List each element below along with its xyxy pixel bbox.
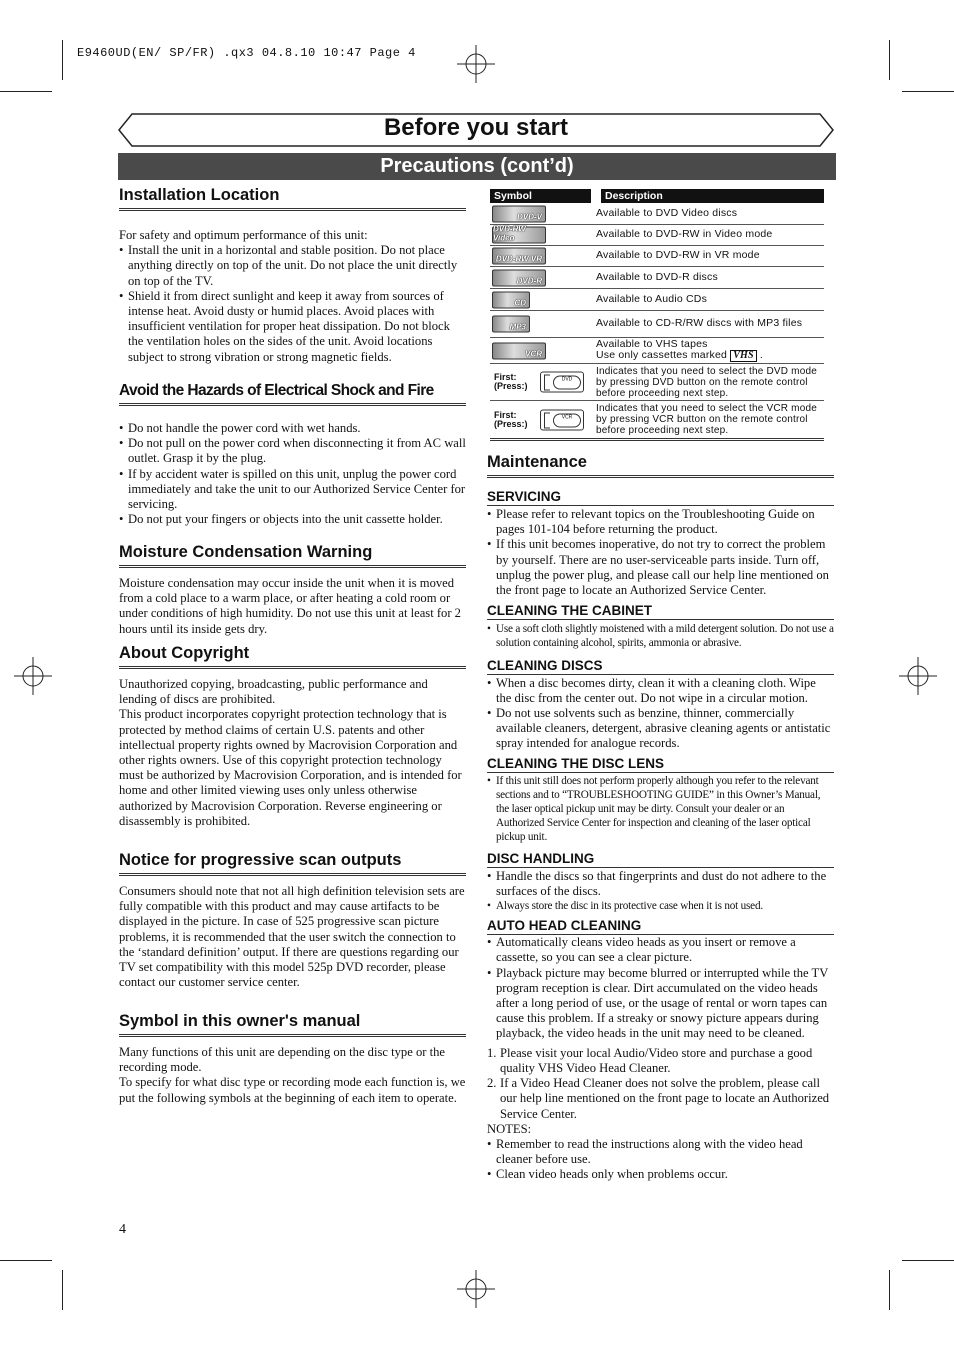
vcr-desc-line2: Use only cassettes marked VHS . bbox=[596, 349, 764, 362]
section-subtitle: Precautions (cont’d) bbox=[118, 153, 836, 180]
title-banner bbox=[118, 113, 834, 147]
print-slug: E9460UD(EN/ SP/FR) .qx3 04.8.10 10:47 Page 4 bbox=[77, 46, 416, 60]
crop-mark bbox=[902, 1260, 954, 1261]
progressive-text: Consumers should note that not all high definition television sets are fully compatible with this product and may cause artifacts to be displayed in the picture. In case of 525 progressive scan picture problems, it is recommended that the user switch the connection to the ‘standard definition’ output. If there are questions regarding our TV set compatibility with this model 525p DVD recorder, please contact our customer service center. bbox=[119, 884, 465, 990]
table-row bbox=[490, 401, 824, 441]
table-row bbox=[490, 225, 824, 246]
copyright-section bbox=[119, 644, 466, 829]
registration-mark-icon bbox=[899, 657, 937, 695]
list-item: • Please refer to relevant topics on the Troubleshooting Guide on pages 101-104 before returning the product. bbox=[487, 507, 834, 537]
dvd-r-icon: DVD-R bbox=[492, 269, 546, 286]
row-description: Available to Audio CDs bbox=[596, 292, 708, 305]
symbol-heading: Symbol in this owner's manual bbox=[119, 1012, 466, 1037]
list-item: • Use a soft cloth slightly moistened with a mild detergent solution. Do not use a solution containing alcohol, spirits, ammonia or abrasive. bbox=[487, 622, 834, 650]
servicing-heading: SERVICING bbox=[487, 489, 834, 506]
dvd-video-icon: DVD-V bbox=[492, 205, 546, 222]
row-description: Indicates that you need to select the DVD mode by pressing DVD button on the remote control before proceeding next step. bbox=[596, 365, 817, 399]
first-press-label: First: (Press:) bbox=[494, 409, 528, 429]
mp3-icon: MP3 bbox=[492, 316, 530, 333]
crop-mark bbox=[889, 1270, 890, 1310]
list-item: • Do not put your fingers or objects into the unit cassette holder. bbox=[119, 512, 466, 527]
crop-mark bbox=[889, 40, 890, 80]
table-row bbox=[490, 338, 824, 364]
list-item: • Install the unit in a horizontal and stable position. Do not place anything directly on top of the unit. Do not place the unit directly on top of the TV. bbox=[119, 243, 466, 289]
vcr-desc-line1: Available to VHS tapes bbox=[596, 337, 708, 350]
symbol-section bbox=[119, 1012, 466, 1106]
row-description: Available to DVD-RW in VR mode bbox=[596, 249, 760, 262]
table-row bbox=[490, 267, 824, 289]
table-row bbox=[490, 364, 824, 401]
dvd-rw-vr-icon: DVD-RW VR bbox=[492, 248, 546, 265]
handling-heading: DISC HANDLING bbox=[487, 851, 834, 868]
table-row bbox=[490, 246, 824, 267]
list-item: • Clean video heads only when problems occur. bbox=[487, 1167, 834, 1182]
list-item: • Playback picture may become blurred or interrupted while the TV program reception is clear. Dirt accumulated on the video heads after a long period of use, or the usage of rental or worn tapes can cause this problem. If a streaky or snowy picture appears during playback, the video heads in the unit may need to be cleaned. bbox=[487, 966, 834, 1042]
vcr-button-icon: VCR bbox=[540, 409, 584, 430]
vhs-logo-icon: VHS bbox=[730, 350, 757, 362]
page-number: 4 bbox=[119, 1222, 126, 1237]
header-symbol: Symbol bbox=[490, 189, 591, 203]
registration-mark-icon bbox=[457, 45, 495, 83]
discs-heading: CLEANING DISCS bbox=[487, 658, 834, 675]
list-item: • When a disc becomes dirty, clean it with a cleaning cloth. Wipe the disc from the center out. Do not wipe in a circular motion. bbox=[487, 676, 834, 706]
crop-mark bbox=[62, 40, 63, 80]
moisture-section bbox=[119, 543, 466, 637]
maintenance-heading: Maintenance bbox=[487, 453, 834, 478]
table-header bbox=[490, 189, 824, 203]
page-title: Before you start bbox=[383, 114, 569, 141]
list-item: • If by accident water is spilled on this unit, unplug the power cord immediately and take the unit to our Authorized Service Center for servicing. bbox=[119, 467, 466, 513]
copyright-heading: About Copyright bbox=[119, 644, 466, 669]
vcr-icon: VCR bbox=[492, 342, 546, 359]
list-item: • If this unit becomes inoperative, do not try to correct the problem by yourself. There are no user-serviceable parts inside. Turn off, unplug the power plug, and please call our help line mentioned on the front page to locate an Authorized Service Center. bbox=[487, 537, 834, 598]
row-description: Available to CD-R/RW discs with MP3 files bbox=[596, 317, 803, 330]
hazards-heading: Avoid the Hazards of Electrical Shock and Fire bbox=[119, 382, 466, 406]
hazards-section bbox=[119, 382, 466, 527]
progressive-section bbox=[119, 851, 466, 990]
symbol-table bbox=[490, 189, 824, 441]
copyright-p1: Unauthorized copying, broadcasting, public performance and lending of discs are prohibited. bbox=[119, 677, 428, 707]
cd-icon: CD bbox=[492, 291, 530, 308]
row-description: Available to DVD-RW in Video mode bbox=[596, 228, 773, 241]
installation-section bbox=[119, 186, 466, 365]
crop-mark bbox=[0, 1260, 52, 1261]
first-press-label: First: (Press:) bbox=[494, 372, 528, 391]
moisture-heading: Moisture Condensation Warning bbox=[119, 543, 466, 568]
cabinet-heading: CLEANING THE CABINET bbox=[487, 603, 834, 620]
notes-label: NOTES: bbox=[487, 1121, 532, 1136]
crop-mark bbox=[62, 1270, 63, 1310]
row-description bbox=[596, 339, 824, 363]
installation-intro: For safety and optimum performance of this unit: bbox=[119, 228, 368, 242]
copyright-p2: This product incorporates copyright protection technology that is protected by method claims of certain U.S. patents and other intellectual property rights owned by Macrovision Corporation and other rights owners. Use of this copyright protection technology must be authorized by Macrovision Corporation, and is intended for home and other limited viewing uses only unless otherwise authorized by Macrovision Corporation. Reverse engineering or disassembly is prohibited. bbox=[119, 707, 462, 828]
list-item: • Do not handle the power cord with wet hands. bbox=[119, 421, 466, 436]
row-description: Available to DVD-R discs bbox=[596, 270, 718, 283]
crop-mark bbox=[902, 91, 954, 92]
list-item: • Shield it from direct sunlight and keep it away from sources of intense heat. Avoid dusty or humid places. Avoid places with insufficient ventilation for proper heat dissipation. Do not block the ventilation holes on the sides of the unit. Avoid locations subject to strong vibration or strong magnetic fields. bbox=[119, 289, 466, 365]
list-item: • Automatically cleans video heads as you insert or remove a cassette, so you can see a clear picture. bbox=[487, 935, 834, 965]
head-heading: AUTO HEAD CLEANING bbox=[487, 918, 834, 935]
maintenance-section bbox=[487, 453, 834, 1183]
list-item: • Do not pull on the power cord when disconnecting it from AC wall outlet. Grasp it by the plug. bbox=[119, 436, 466, 466]
list-item: • Remember to read the instructions along with the video head cleaner before use. bbox=[487, 1137, 834, 1167]
header-description: Description bbox=[601, 189, 824, 203]
list-item: • If this unit still does not perform properly although you refer to the relevant sections and to “TROUBLESHOOTING GUIDE” in this Owner’s Manual, the laser optical pickup unit may be dirty. Consult your dealer or an Authorized Service Center for inspection and cleaning of the laser optical pickup unit. bbox=[487, 774, 834, 845]
table-row bbox=[490, 311, 824, 338]
dvd-rw-video-icon: DVD-RW Video bbox=[492, 227, 546, 244]
lens-heading: CLEANING THE DISC LENS bbox=[487, 756, 834, 773]
table-row bbox=[490, 203, 824, 225]
table-row bbox=[490, 289, 824, 311]
moisture-text: Moisture condensation may occur inside the unit when it is moved from a cold place to a warm place, or after heating a cold room or under conditions of high humidity. Do not use this unit at least for 2 hours until its inside gets dry. bbox=[119, 576, 461, 636]
symbol-p1: Many functions of this unit are depending on the disc type or the recording mode. bbox=[119, 1045, 445, 1075]
progressive-heading: Notice for progressive scan outputs bbox=[119, 851, 466, 876]
row-description: Indicates that you need to select the VCR mode by pressing VCR button on the remote control before proceeding next step. bbox=[596, 403, 817, 436]
dvd-button-icon: DVD bbox=[540, 372, 584, 393]
list-item: • Handle the discs so that fingerprints and dust do not adhere to the surfaces of the discs. bbox=[487, 869, 834, 899]
row-description: Available to DVD Video discs bbox=[596, 206, 738, 219]
list-item: • Always store the disc in its protective case when it is not used. bbox=[487, 899, 834, 913]
registration-mark-icon bbox=[14, 657, 52, 695]
installation-heading: Installation Location bbox=[119, 186, 466, 211]
list-item: • Do not use solvents such as benzine, thinner, commercially available cleaners, detergent, abrasive cleaning agents or antistatic spray intended for analogue records. bbox=[487, 706, 834, 752]
crop-mark bbox=[0, 91, 52, 92]
registration-mark-icon bbox=[457, 1270, 495, 1308]
symbol-p2: To specify for what disc type or recording mode each function is, we put the following symbols at the beginning of each item to operate. bbox=[119, 1075, 466, 1105]
list-item: 2. If a Video Head Cleaner does not solve the problem, please call our help line mentioned on the front page to locate an Authorized Service Center. bbox=[487, 1076, 830, 1121]
list-item: 1. Please visit your local Audio/Video store and purchase a good quality VHS Video Head Cleaner. bbox=[487, 1045, 813, 1075]
